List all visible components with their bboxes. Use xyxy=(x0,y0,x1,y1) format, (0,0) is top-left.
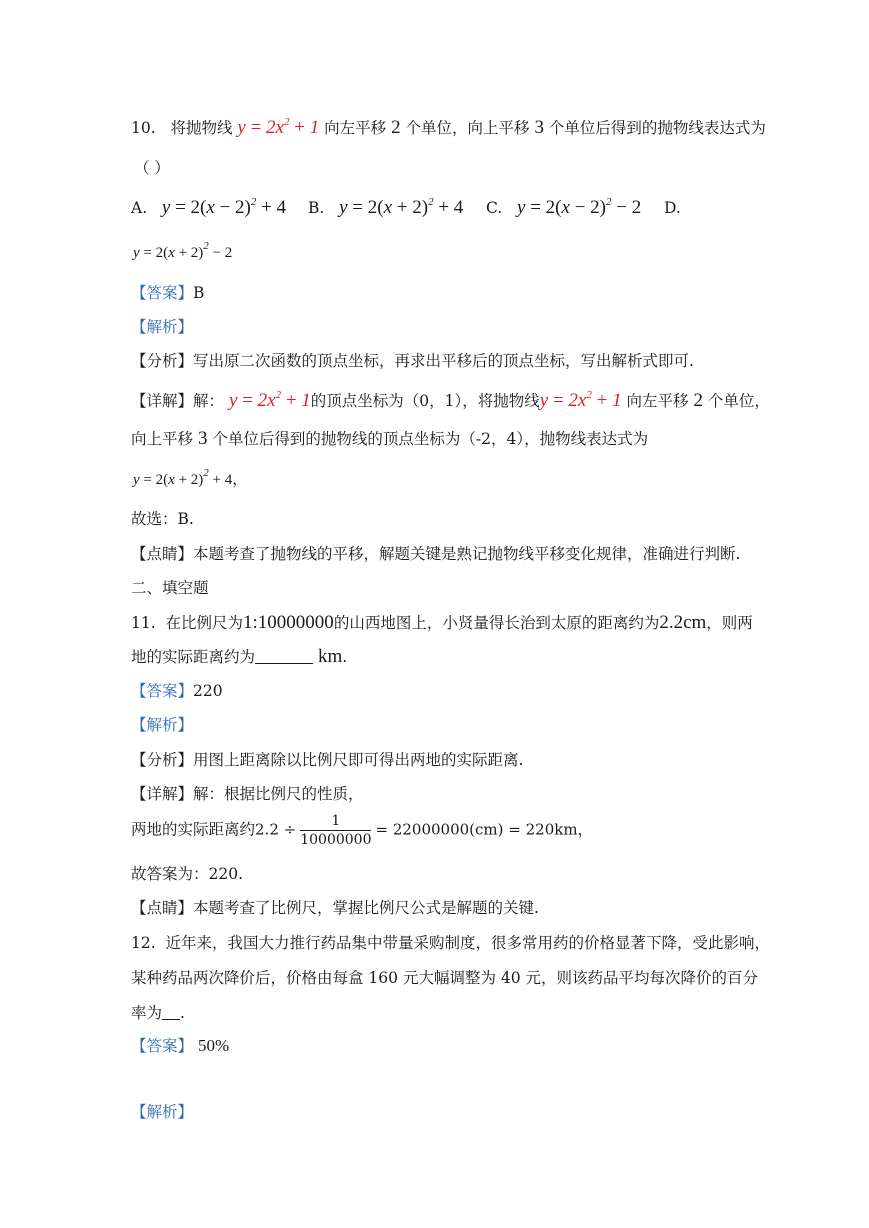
q10-detail-2: 向上平移 3 个单位后得到的抛物线的顶点坐标为（-2，4），抛物线表达式为 xyxy=(131,428,649,449)
q11-stem-1: 11. 在比例尺为1:10000000的山西地图上，小贤量得长治到太原的距离约为2.2cm，则两 xyxy=(131,612,753,633)
q10-stem: 10. 将抛物线 $y = 2x^2 + 1$ 向左平移 2 个单位，向上平移 3 个单位后得到的抛物线表达式为 xyxy=(131,116,766,138)
q10-paren: （ ） xyxy=(134,159,170,177)
section-heading: 二、填空题 xyxy=(131,579,209,597)
q10-number: 10. xyxy=(131,119,156,137)
q12-answer: 【答案】 50% xyxy=(131,1036,230,1055)
option-d: $y = 2(x + 2)^2 - 2$ xyxy=(133,240,233,261)
option-a: A. $y = 2(x - 2)^2 + 4$ xyxy=(131,196,287,218)
q12-line-1: 12. 近年来，我国大力推行药品集中带量采购制度，很多常用药的价格显著下降，受此影响， xyxy=(131,934,771,952)
q10-dianjing: 【点睛】本题考查了抛物线的平移，解题关键是熟记抛物线平移变化规律，准确进行判断. xyxy=(131,545,741,563)
q10-expression: $y = 2x^2 + 1$ xyxy=(237,116,320,138)
q10-fenxi: 【分析】写出原二次函数的顶点坐标，再求出平移后的顶点坐标，写出解析式即可. xyxy=(131,352,694,370)
q12-answer-blank xyxy=(162,1003,180,1020)
q12-line-3: 率为 . xyxy=(131,1004,185,1022)
q11-dianjing: 【点睛】本题考查了比例尺，掌握比例尺公式是解题的关键. xyxy=(131,899,539,917)
q11-detail: 【详解】解：根据比例尺的性质， xyxy=(131,785,364,803)
q12-analysis-tag: 【解析】 xyxy=(131,1103,194,1121)
q10-detail-1: 【详解】解： $y = 2x^2 + 1$的顶点坐标为（0，1），将抛物线$y = 2x^2 + 1$ 向左平移 2 个单位， xyxy=(131,389,770,411)
q11-answer-blank xyxy=(255,647,313,664)
q10-result-expr: $y = 2(x + 2)^2 + 4$， xyxy=(133,467,248,488)
q10-analysis-tag: 【解析】 xyxy=(131,318,194,336)
option-d-label: D. xyxy=(664,199,681,217)
q11-answer: 【答案】220 xyxy=(131,682,223,700)
scale-fraction: $\frac{1}{10000000}$ xyxy=(300,813,372,848)
option-b: B. $y = 2(x + 2)^2 + 4$ xyxy=(308,196,464,218)
q11-stem-2: 地的实际距离约为 km. xyxy=(131,646,348,667)
q11-calculation: 两地的实际距离约2.2 ÷ $\frac{1}{10000000}$ = 22000000(cm) = 220km， xyxy=(131,813,594,848)
q10-answer: 【答案】B xyxy=(131,284,205,302)
option-c: C. $y = 2(x - 2)^2 - 2$ xyxy=(486,196,642,218)
q11-analysis-tag: 【解析】 xyxy=(131,716,194,734)
q12-line-2: 某种药品两次降价后，价格由每盒 160 元大幅调整为 40 元，则该药品平均每次降价的百分 xyxy=(131,969,759,987)
q11-result: 故答案为：220. xyxy=(131,865,244,883)
q10-choose: 故选：B. xyxy=(131,510,194,528)
q11-fenxi: 【分析】用图上距离除以比例尺即可得出两地的实际距离. xyxy=(131,751,524,769)
